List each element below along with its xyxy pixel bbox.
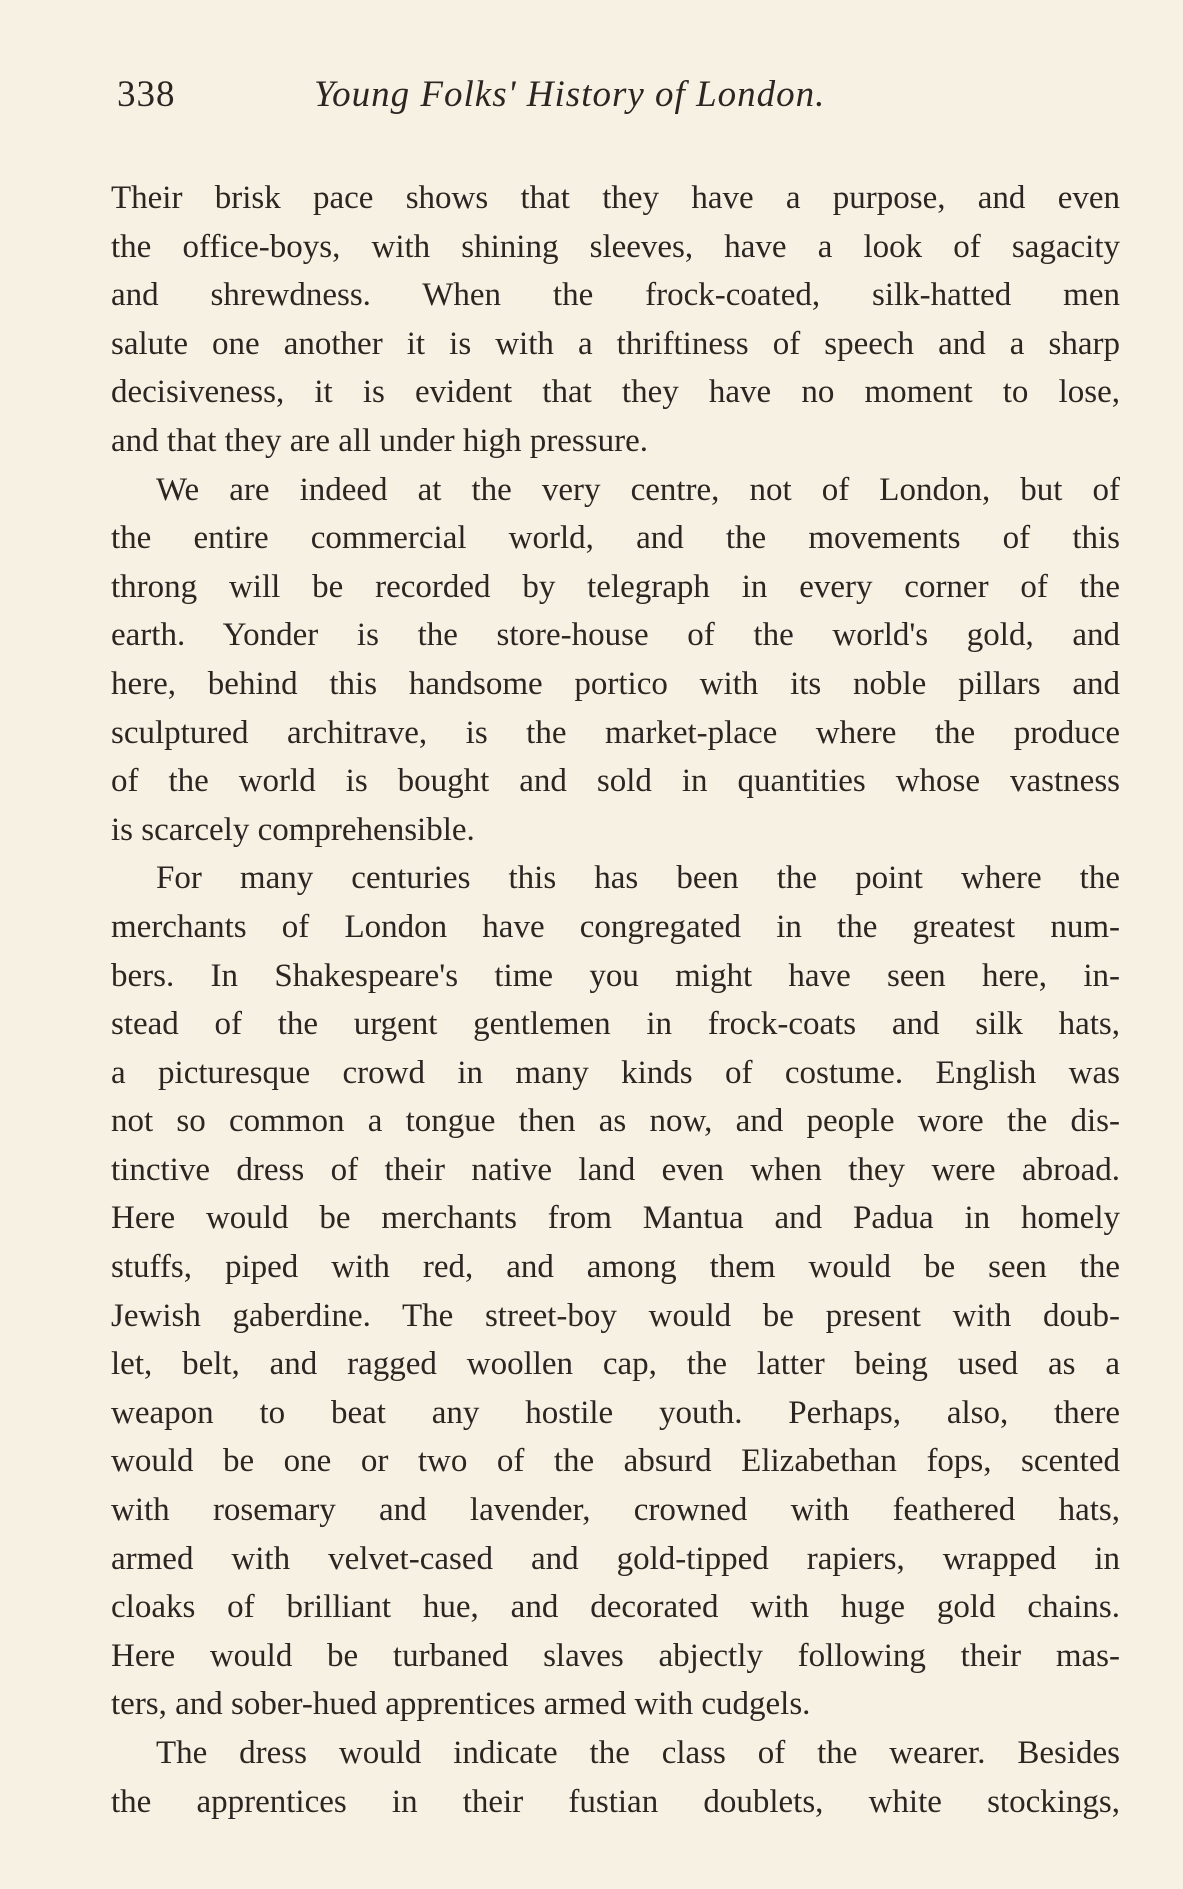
paragraph-line: We are indeed at the very centre, not of London, but of [156,471,1120,508]
paragraph-line: would be one or two of the absurd Elizabethan fops, scented [111,1443,1120,1480]
paragraph-line: and that they are all under high pressure. [111,422,648,459]
paragraph-line: stead of the urgent gentlemen in frock-coats and silk hats, [111,1006,1120,1043]
paragraph-line: is scarcely comprehensible. [111,811,475,848]
paragraph-line: earth. Yonder is the store-house of the world's gold, and [111,617,1120,654]
paragraph-line: ters, and sober-hued apprentices armed with cudgels. [111,1686,811,1723]
paragraph-line: the office-boys, with shining sleeves, have a look of sagacity [111,228,1120,265]
paragraph-line: here, behind this handsome portico with its noble pillars and [111,665,1120,702]
paragraph-line: the apprentices in their fustian doublets, white stockings, [111,1783,1120,1820]
paragraph-line: with rosemary and lavender, crowned with feathered hats, [111,1492,1120,1529]
running-title: Young Folks' History of London. [314,74,826,115]
paragraph-line: throng will be recorded by telegraph in every corner of the [111,568,1120,605]
paragraph-line: not so common a tongue then as now, and people wore the dis- [111,1103,1120,1140]
paragraph-line: Here would be merchants from Mantua and Padua in homely [111,1200,1120,1237]
paragraph-line: Here would be turbaned slaves abjectly following their mas- [111,1637,1120,1674]
paragraph-line: tinctive dress of their native land even when they were abroad. [111,1151,1120,1188]
page-number: 338 [117,74,176,115]
paragraph-3 [111,854,1120,1729]
paragraph-line: Jewish gaberdine. The street-boy would be present with doub- [111,1297,1120,1334]
paragraph-line: stuffs, piped with red, and among them would be seen the [111,1249,1120,1286]
paragraph-line: and shrewdness. When the frock-coated, silk-hatted men [111,277,1120,314]
running-head [111,70,1120,120]
paragraph-line: sculptured architrave, is the market-place where the produce [111,714,1120,751]
paragraph-line: bers. In Shakespeare's time you might have seen here, in- [111,957,1120,994]
paragraph-line: a picturesque crowd in many kinds of costume. English was [111,1054,1120,1091]
paragraph-line: of the world is bought and sold in quantities whose vastness [111,763,1120,800]
paragraph-line: weapon to beat any hostile youth. Perhaps, also, there [111,1394,1120,1431]
paragraph-line: decisiveness, it is evident that they have no moment to lose, [111,374,1120,411]
paragraph-line: merchants of London have congregated in the greatest num- [111,908,1120,945]
body-text [111,174,1120,1826]
paragraph-line: cloaks of brilliant hue, and decorated with huge gold chains. [111,1589,1120,1626]
paragraph-line: Their brisk pace shows that they have a purpose, and even [111,180,1120,216]
paragraph-line: the entire commercial world, and the movements of this [111,520,1120,557]
paragraph-4 [111,1729,1120,1826]
paragraph-line: The dress would indicate the class of the wearer. Besides [156,1735,1120,1771]
paragraph-line: armed with velvet-cased and gold-tipped rapiers, wrapped in [111,1540,1120,1577]
paragraph-1 [111,174,1120,466]
paragraph-line: salute one another it is with a thriftiness of speech and a sharp [111,325,1120,362]
paragraph-line: For many centuries this has been the point where the [156,860,1120,897]
paragraph-line: let, belt, and ragged woollen cap, the latter being used as a [111,1346,1120,1383]
paragraph-2 [111,466,1120,855]
